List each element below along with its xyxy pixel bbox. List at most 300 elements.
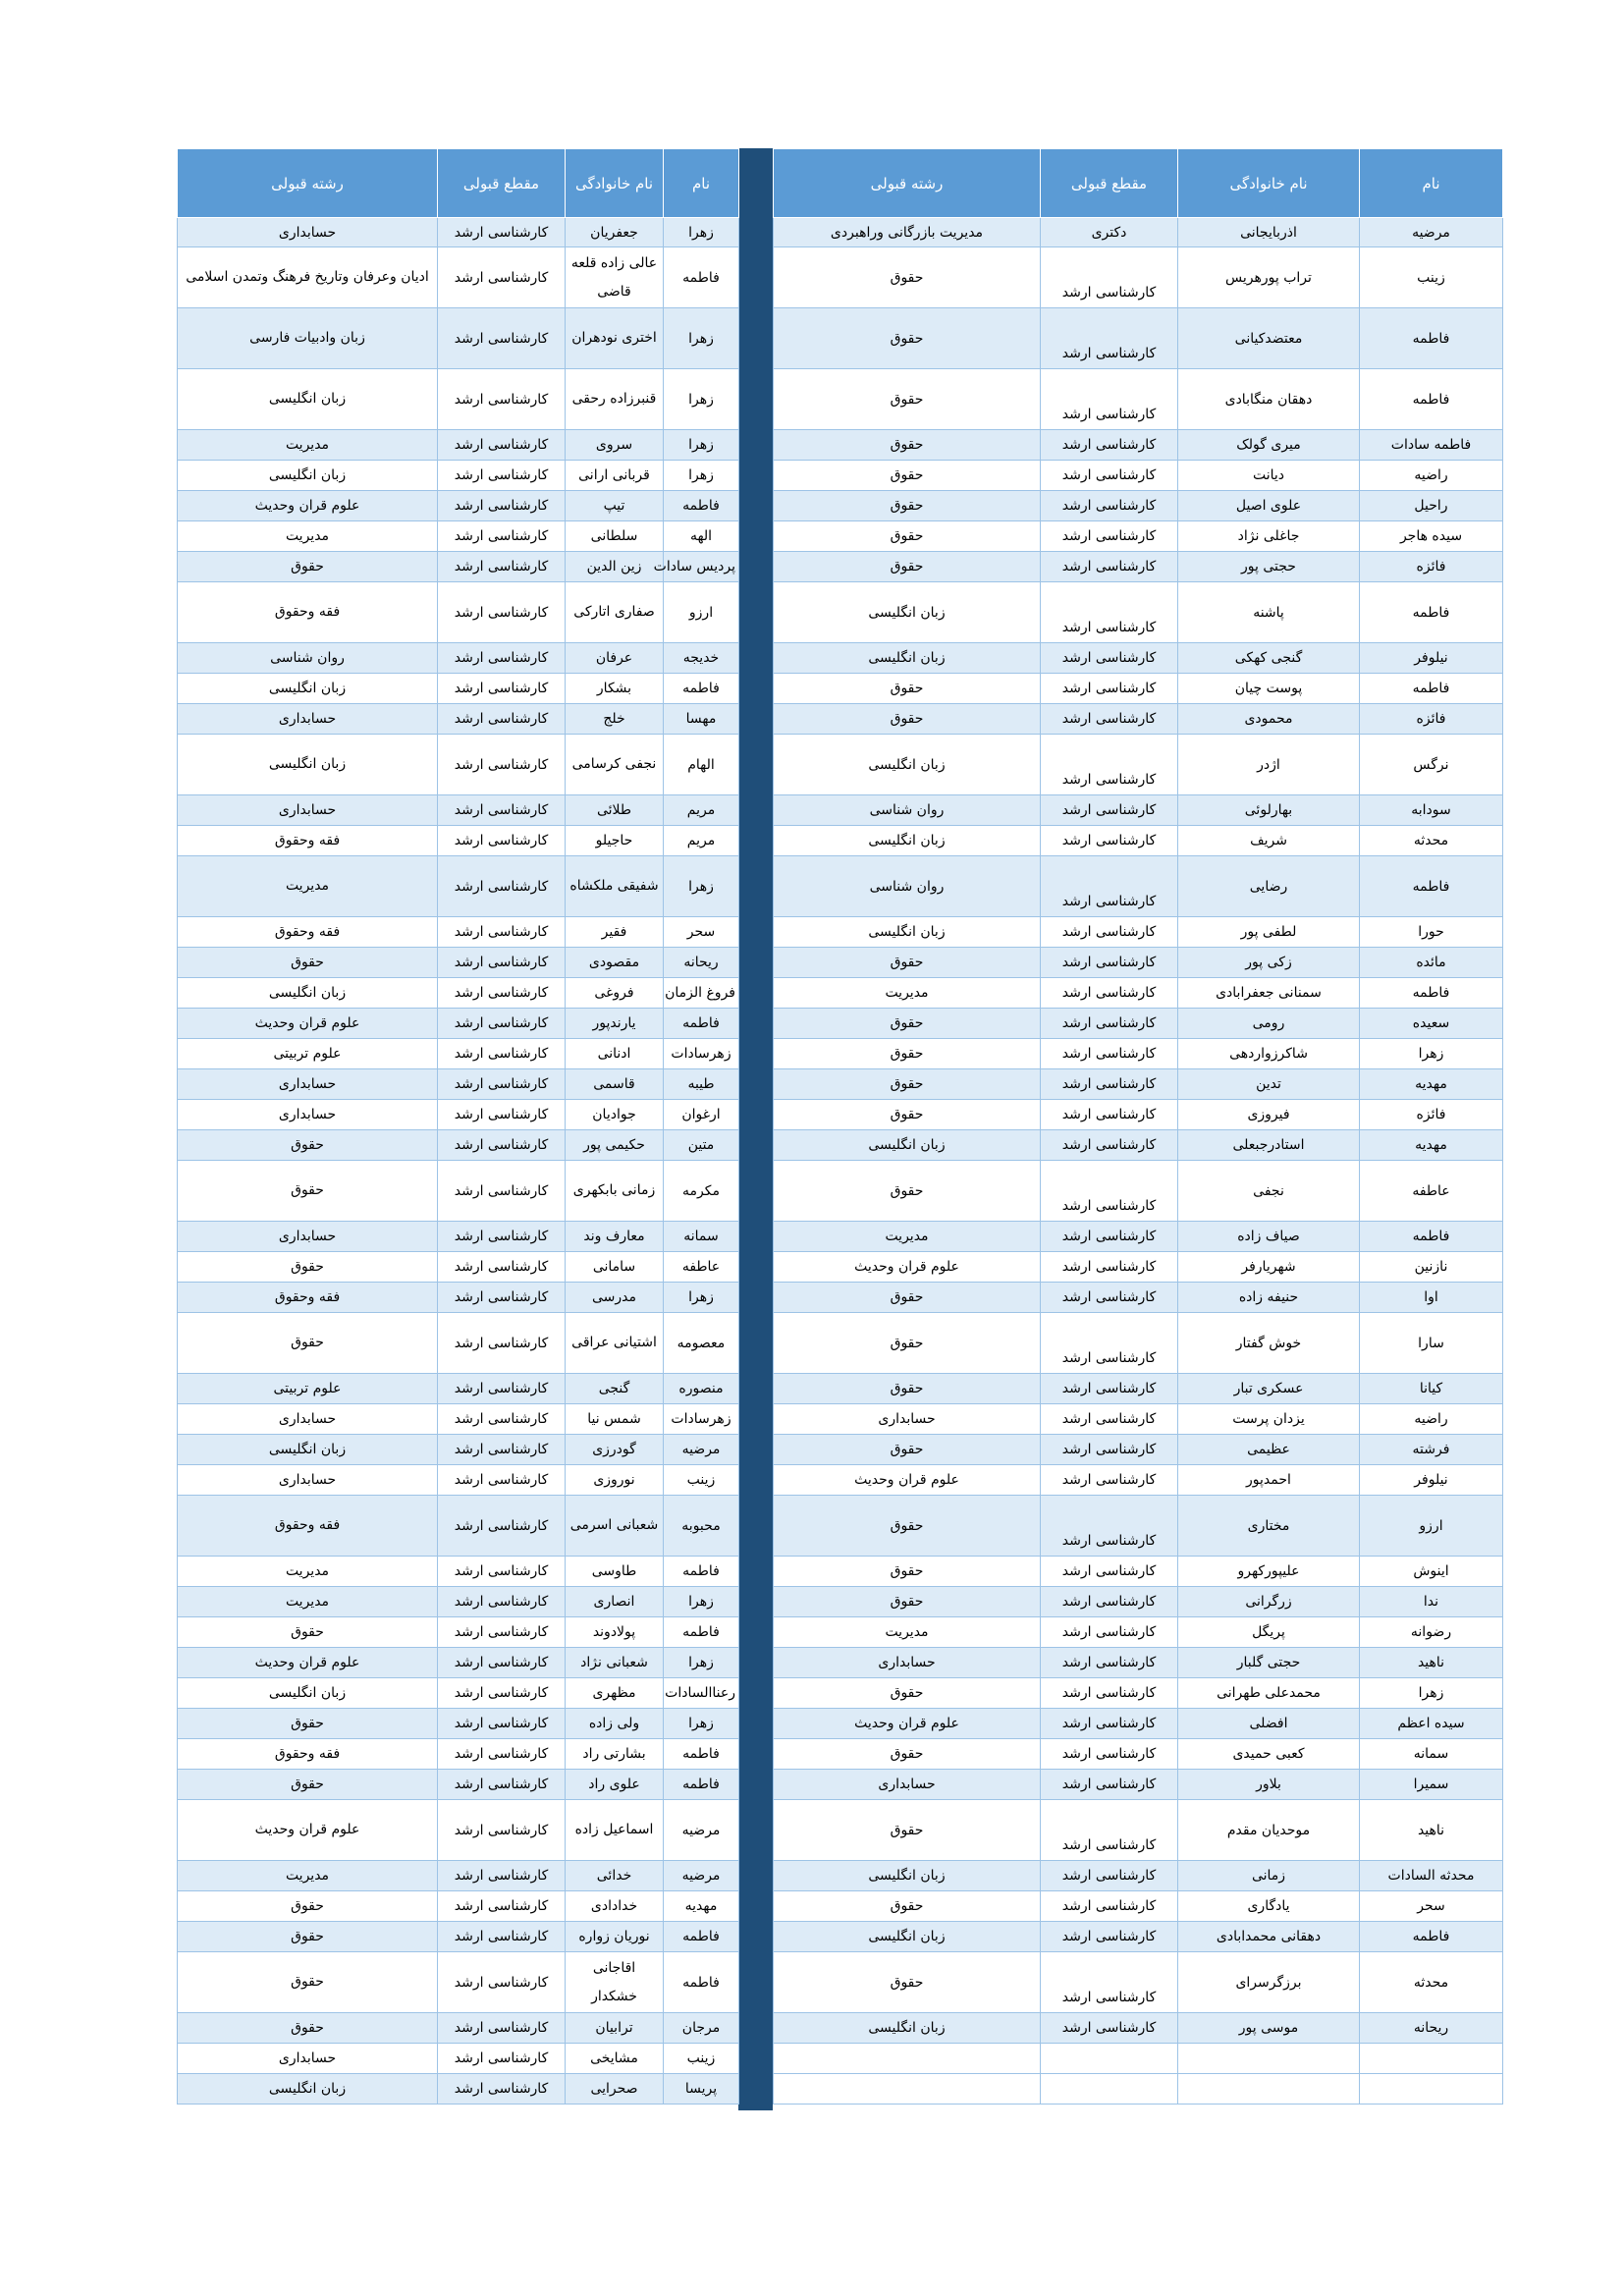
cell-degree: کارشناسی ارشد — [438, 1009, 566, 1039]
cell-name: فائزه — [1360, 1100, 1503, 1130]
cell-field: زبان انگلیسی — [774, 582, 1041, 643]
cell-family: ادنانی — [566, 1039, 664, 1069]
cell-family: دهقان منگابادی — [1178, 369, 1360, 430]
cell-name: سحر — [664, 917, 739, 948]
cell-family: پاشنه — [1178, 582, 1360, 643]
cell-field: حسابداری — [178, 1069, 438, 1100]
cell-degree: کارشناسی ارشد — [1041, 1496, 1178, 1557]
cell-field: فقه وحقوق — [178, 1283, 438, 1313]
cell-family: فقیر — [566, 917, 664, 948]
cell-family: شعبانی اسرمی — [566, 1496, 664, 1557]
cell-field: حسابداری — [774, 1404, 1041, 1435]
cell-degree: کارشناسی ارشد — [438, 1283, 566, 1313]
table-row — [178, 1039, 739, 1069]
cell-name: زهرا — [664, 1283, 739, 1313]
cell-field — [774, 2074, 1041, 2105]
table-row — [774, 643, 1503, 674]
table-row — [774, 1739, 1503, 1770]
cell-field: زبان انگلیسی — [774, 826, 1041, 856]
cell-name: نیلوفر — [1360, 1465, 1503, 1496]
cell-name: سیده اعظم — [1360, 1709, 1503, 1739]
cell-field: حسابداری — [178, 2044, 438, 2074]
cell-field: علوم تربیتی — [178, 1039, 438, 1069]
table-row — [178, 1222, 739, 1252]
cell-name: مهدیه — [664, 1891, 739, 1922]
cell-family: برزگرسرای — [1178, 1952, 1360, 2013]
cell-family: زرگرانی — [1178, 1587, 1360, 1617]
cell-degree: کارشناسی ارشد — [438, 1313, 566, 1374]
cell-field: حقوق — [178, 1313, 438, 1374]
cell-name: متین — [664, 1130, 739, 1161]
header-name: نام — [664, 149, 739, 218]
cell-name: فاطمه — [1360, 1922, 1503, 1952]
cell-field: حقوق — [774, 1313, 1041, 1374]
table-row — [178, 1009, 739, 1039]
cell-degree: کارشناسی ارشد — [438, 735, 566, 795]
cell-field: زبان انگلیسی — [178, 2074, 438, 2105]
cell-degree: کارشناسی ارشد — [1041, 1222, 1178, 1252]
cell-field: مدیریت — [774, 1222, 1041, 1252]
cell-field: حقوق — [774, 674, 1041, 704]
table-row — [178, 369, 739, 430]
cell-family: سامانی — [566, 1252, 664, 1283]
cell-degree: کارشناسی ارشد — [438, 1557, 566, 1587]
cell-family: استادرجبعلی — [1178, 1130, 1360, 1161]
table-row — [178, 582, 739, 643]
cell-degree: کارشناسی ارشد — [438, 1861, 566, 1891]
table-row — [178, 978, 739, 1009]
cell-family: فیروزی — [1178, 1100, 1360, 1130]
table-row — [774, 2013, 1503, 2044]
cell-degree: کارشناسی ارشد — [1041, 461, 1178, 491]
cell-degree: کارشناسی ارشد — [438, 643, 566, 674]
cell-degree: کارشناسی ارشد — [1041, 978, 1178, 1009]
table-row — [774, 247, 1503, 308]
cell-name: الهه — [664, 521, 739, 552]
cell-family: موحدیان مقدم — [1178, 1800, 1360, 1861]
cell-field — [774, 2044, 1041, 2074]
cell-degree: کارشناسی ارشد — [1041, 1404, 1178, 1435]
cell-name: فاطمه — [664, 247, 739, 308]
cell-name: فاطمه — [664, 491, 739, 521]
cell-degree: کارشناسی ارشد — [438, 1100, 566, 1130]
cell-family: قربانی ارانی — [566, 461, 664, 491]
cell-degree: کارشناسی ارشد — [1041, 1922, 1178, 1952]
cell-family: عظیمی — [1178, 1435, 1360, 1465]
cell-family: اشتیانی عراقی — [566, 1313, 664, 1374]
cell-name: فاطمه — [1360, 582, 1503, 643]
cell-name: فاطمه — [664, 1770, 739, 1800]
cell-family: حجتی پور — [1178, 552, 1360, 582]
cell-name — [1360, 2074, 1503, 2105]
table-row — [178, 856, 739, 917]
table-row — [178, 218, 739, 247]
cell-family: شمس نیا — [566, 1404, 664, 1435]
cell-name: زهرا — [664, 1587, 739, 1617]
table-row — [774, 1161, 1503, 1222]
cell-name: مرضیه — [664, 1800, 739, 1861]
cell-family: یارندپور — [566, 1009, 664, 1039]
table-row — [774, 521, 1503, 552]
cell-name: عاطفه — [1360, 1161, 1503, 1222]
table-row — [178, 1891, 739, 1922]
cell-family: جعفریان — [566, 218, 664, 247]
cell-degree: کارشناسی ارشد — [438, 430, 566, 461]
cell-name: اینوش — [1360, 1557, 1503, 1587]
cell-family: ترابیان — [566, 2013, 664, 2044]
cell-name: فاطمه — [1360, 308, 1503, 369]
cell-name: سودابه — [1360, 795, 1503, 826]
cell-degree: کارشناسی ارشد — [438, 1587, 566, 1617]
cell-name: الهام — [664, 735, 739, 795]
cell-name — [1360, 2044, 1503, 2074]
cell-degree: کارشناسی ارشد — [1041, 1161, 1178, 1222]
cell-degree: کارشناسی ارشد — [438, 1678, 566, 1709]
table-row — [178, 1161, 739, 1222]
cell-family: طلائی — [566, 795, 664, 826]
cell-degree: کارشناسی ارشد — [438, 461, 566, 491]
cell-degree: کارشناسی ارشد — [438, 978, 566, 1009]
table-row — [774, 461, 1503, 491]
cell-name: مهسا — [664, 704, 739, 735]
cell-family: رومی — [1178, 1009, 1360, 1039]
cell-field: علوم قران وحدیث — [178, 1009, 438, 1039]
cell-degree: کارشناسی ارشد — [1041, 430, 1178, 461]
cell-family — [1178, 2074, 1360, 2105]
cell-family: شهریارفر — [1178, 1252, 1360, 1283]
cell-degree: کارشناسی ارشد — [438, 1891, 566, 1922]
cell-family: حنیفه زاده — [1178, 1283, 1360, 1313]
table-row — [178, 1952, 739, 2013]
cell-degree: کارشناسی ارشد — [438, 826, 566, 856]
cell-field: حقوق — [178, 1252, 438, 1283]
cell-family: اختری نودهران — [566, 308, 664, 369]
header-family: نام خانوادگی — [1178, 149, 1360, 218]
cell-degree: کارشناسی ارشد — [438, 247, 566, 308]
cell-family: عرفان — [566, 643, 664, 674]
table-row — [774, 430, 1503, 461]
cell-field: فقه وحقوق — [178, 826, 438, 856]
cell-degree: کارشناسی ارشد — [1041, 491, 1178, 521]
cell-field: فقه وحقوق — [178, 582, 438, 643]
cell-field: فقه وحقوق — [178, 917, 438, 948]
cell-degree: کارشناسی ارشد — [1041, 1313, 1178, 1374]
cell-field: زبان انگلیسی — [774, 1922, 1041, 1952]
cell-degree: کارشناسی ارشد — [438, 521, 566, 552]
cell-degree: کارشناسی ارشد — [1041, 1100, 1178, 1130]
cell-degree: کارشناسی ارشد — [438, 1770, 566, 1800]
cell-family: حکیمی پور — [566, 1130, 664, 1161]
cell-name: سارا — [1360, 1313, 1503, 1374]
cell-family: میری گولک — [1178, 430, 1360, 461]
cell-degree: کارشناسی ارشد — [1041, 1952, 1178, 2013]
cell-degree: کارشناسی ارشد — [438, 2013, 566, 2044]
cell-field: زبان انگلیسی — [774, 735, 1041, 795]
table-row — [774, 1283, 1503, 1313]
cell-field: حقوق — [774, 1039, 1041, 1069]
table-row — [774, 1039, 1503, 1069]
cell-degree: کارشناسی ارشد — [438, 1922, 566, 1952]
cell-family: معارف وند — [566, 1222, 664, 1252]
cell-family: زکی پور — [1178, 948, 1360, 978]
cell-name: ارغوان — [664, 1100, 739, 1130]
cell-field: حسابداری — [774, 1648, 1041, 1678]
cell-family: بلاور — [1178, 1770, 1360, 1800]
cell-degree: کارشناسی ارشد — [1041, 704, 1178, 735]
table-row — [774, 1069, 1503, 1100]
cell-name: زهرا — [664, 461, 739, 491]
table-row — [178, 1313, 739, 1374]
cell-degree: کارشناسی ارشد — [438, 856, 566, 917]
table-row — [178, 552, 739, 582]
cell-field: حقوق — [774, 491, 1041, 521]
table-row — [774, 978, 1503, 1009]
table-row — [178, 308, 739, 369]
cell-family: تدین — [1178, 1069, 1360, 1100]
table-row — [774, 1922, 1503, 1952]
cell-family: جاغلی نژاد — [1178, 521, 1360, 552]
cell-name: ریحانه — [1360, 2013, 1503, 2044]
table-row — [178, 1252, 739, 1283]
cell-name: مریم — [664, 795, 739, 826]
cell-degree: کارشناسی ارشد — [438, 1465, 566, 1496]
cell-family: پولادوند — [566, 1617, 664, 1648]
cell-name: ریحانه — [664, 948, 739, 978]
cell-name: ندا — [1360, 1587, 1503, 1617]
table-row — [178, 1709, 739, 1739]
cell-degree: کارشناسی ارشد — [1041, 1709, 1178, 1739]
cell-name: زینب — [1360, 247, 1503, 308]
cell-degree: کارشناسی ارشد — [1041, 826, 1178, 856]
cell-field: زبان انگلیسی — [774, 917, 1041, 948]
cell-name: سیده هاجر — [1360, 521, 1503, 552]
cell-field: فقه وحقوق — [178, 1496, 438, 1557]
cell-degree: کارشناسی ارشد — [438, 308, 566, 369]
cell-field: حقوق — [774, 1800, 1041, 1861]
cell-family: جوادیان — [566, 1100, 664, 1130]
cell-degree: کارشناسی ارشد — [438, 369, 566, 430]
cell-family: علیپورکهرو — [1178, 1557, 1360, 1587]
cell-degree: کارشناسی ارشد — [438, 1374, 566, 1404]
table-row — [178, 1739, 739, 1770]
table-row — [774, 1252, 1503, 1283]
cell-field: حقوق — [774, 247, 1041, 308]
table-row — [774, 2044, 1503, 2074]
cell-field: حقوق — [774, 521, 1041, 552]
cell-family: نوروزی — [566, 1465, 664, 1496]
cell-degree: کارشناسی ارشد — [1041, 1678, 1178, 1709]
cell-name: زینب — [664, 1465, 739, 1496]
cell-name: سحر — [1360, 1891, 1503, 1922]
cell-name: زهرا — [664, 430, 739, 461]
cell-name: زهرا — [664, 1648, 739, 1678]
cell-degree: کارشناسی ارشد — [1041, 1557, 1178, 1587]
table-row — [774, 582, 1503, 643]
cell-name: کیانا — [1360, 1374, 1503, 1404]
cell-degree: کارشناسی ارشد — [1041, 247, 1178, 308]
cell-degree: کارشناسی ارشد — [1041, 582, 1178, 643]
cell-name: زهرا — [664, 1709, 739, 1739]
cell-field: حقوق — [178, 2013, 438, 2044]
cell-name: ناهید — [1360, 1800, 1503, 1861]
table-row — [178, 735, 739, 795]
cell-name: مهدیه — [1360, 1130, 1503, 1161]
cell-name: نیلوفر — [1360, 643, 1503, 674]
cell-degree: کارشناسی ارشد — [438, 552, 566, 582]
cell-field: مدیریت — [774, 978, 1041, 1009]
cell-family: اسماعیل زاده — [566, 1800, 664, 1861]
cell-field: حقوق — [774, 552, 1041, 582]
table-row — [178, 1861, 739, 1891]
cell-family: یزدان پرست — [1178, 1404, 1360, 1435]
cell-name: سمانه — [664, 1222, 739, 1252]
cell-field: زبان انگلیسی — [178, 735, 438, 795]
cell-field: علوم قران وحدیث — [774, 1709, 1041, 1739]
cell-family: خلج — [566, 704, 664, 735]
cell-name: زینب — [664, 2044, 739, 2074]
cell-degree: کارشناسی ارشد — [1041, 856, 1178, 917]
cell-family — [1178, 2044, 1360, 2074]
cell-name: راحیل — [1360, 491, 1503, 521]
cell-name: پریسا — [664, 2074, 739, 2105]
cell-family: طاوسی — [566, 1557, 664, 1587]
cell-family: ولی زاده — [566, 1709, 664, 1739]
cell-name: زهرا — [1360, 1678, 1503, 1709]
cell-degree: کارشناسی ارشد — [1041, 1283, 1178, 1313]
accepted-students-table-right — [773, 148, 1503, 2105]
cell-family: حاجیلو — [566, 826, 664, 856]
cell-degree: کارشناسی ارشد — [438, 1739, 566, 1770]
cell-name: فاطمه — [664, 1739, 739, 1770]
cell-field: روان شناسی — [774, 795, 1041, 826]
table-row — [774, 1891, 1503, 1922]
table-row — [774, 1709, 1503, 1739]
cell-family: گنجی کهکی — [1178, 643, 1360, 674]
cell-degree: کارشناسی ارشد — [438, 948, 566, 978]
cell-family: علوی راد — [566, 1770, 664, 1800]
cell-field: حقوق — [774, 1009, 1041, 1039]
table-row — [774, 2074, 1503, 2105]
cell-degree: کارشناسی ارشد — [438, 1069, 566, 1100]
cell-name: طیبه — [664, 1069, 739, 1100]
cell-family: زین الدین — [566, 552, 664, 582]
cell-name: فاطمه — [1360, 978, 1503, 1009]
cell-field: زبان انگلیسی — [178, 369, 438, 430]
cell-family: کعبی حمیدی — [1178, 1739, 1360, 1770]
table-row — [178, 1617, 739, 1648]
cell-degree: کارشناسی ارشد — [438, 1648, 566, 1678]
cell-field: مدیریت — [774, 1617, 1041, 1648]
cell-degree: کارشناسی ارشد — [1041, 948, 1178, 978]
cell-family: بشکار — [566, 674, 664, 704]
cell-degree: کارشناسی ارشد — [438, 795, 566, 826]
column-divider — [738, 148, 773, 2110]
cell-field: مدیریت بازرگانی وراهبردی — [774, 218, 1041, 247]
cell-family: سلطانی — [566, 521, 664, 552]
cell-field: حقوق — [774, 704, 1041, 735]
cell-degree — [1041, 2044, 1178, 2074]
cell-degree: کارشناسی ارشد — [438, 1496, 566, 1557]
table-row — [178, 430, 739, 461]
cell-name: محدثه — [1360, 1952, 1503, 2013]
table-row — [178, 1496, 739, 1557]
cell-degree: کارشناسی ارشد — [438, 1222, 566, 1252]
table-row — [774, 1587, 1503, 1617]
cell-field: حقوق — [774, 461, 1041, 491]
cell-field: علوم قران وحدیث — [774, 1252, 1041, 1283]
table-row — [774, 308, 1503, 369]
cell-family: پریگل — [1178, 1617, 1360, 1648]
cell-name: مائده — [1360, 948, 1503, 978]
table-row — [178, 1100, 739, 1130]
cell-name: ناهید — [1360, 1648, 1503, 1678]
cell-degree: کارشناسی ارشد — [1041, 1770, 1178, 1800]
cell-degree: کارشناسی ارشد — [1041, 521, 1178, 552]
cell-field: مدیریت — [178, 856, 438, 917]
cell-field: حقوق — [774, 1739, 1041, 1770]
header-name: نام — [1360, 149, 1503, 218]
cell-field: علوم قران وحدیث — [774, 1465, 1041, 1496]
cell-field: زبان انگلیسی — [178, 461, 438, 491]
cell-degree: کارشناسی ارشد — [438, 491, 566, 521]
cell-degree: کارشناسی ارشد — [438, 582, 566, 643]
cell-field: مدیریت — [178, 1587, 438, 1617]
cell-field: حسابداری — [774, 1770, 1041, 1800]
cell-family: افضلی — [1178, 1709, 1360, 1739]
cell-degree: کارشناسی ارشد — [438, 704, 566, 735]
cell-field: زبان انگلیسی — [178, 1435, 438, 1465]
cell-family: سروی — [566, 430, 664, 461]
cell-field: زبان انگلیسی — [178, 978, 438, 1009]
cell-field: مدیریت — [178, 1557, 438, 1587]
table-row — [774, 1100, 1503, 1130]
table-row — [178, 917, 739, 948]
cell-name: فائزه — [1360, 704, 1503, 735]
cell-degree: کارشناسی ارشد — [1041, 1465, 1178, 1496]
table-row — [178, 461, 739, 491]
cell-family: دیانت — [1178, 461, 1360, 491]
table-row — [774, 369, 1503, 430]
cell-name: فروغ الزمان — [664, 978, 739, 1009]
cell-family: مظهری — [566, 1678, 664, 1709]
table-row — [178, 643, 739, 674]
cell-family: زمانی — [1178, 1861, 1360, 1891]
header-family: نام خانوادگی — [566, 149, 664, 218]
cell-field: حقوق — [774, 308, 1041, 369]
cell-degree: کارشناسی ارشد — [1041, 1374, 1178, 1404]
table-row — [178, 2013, 739, 2044]
table-row — [774, 795, 1503, 826]
cell-degree: کارشناسی ارشد — [1041, 1648, 1178, 1678]
cell-family: نوریان زواره — [566, 1922, 664, 1952]
cell-name: نازنین — [1360, 1252, 1503, 1283]
table-row — [178, 948, 739, 978]
cell-family: خوش گفتار — [1178, 1313, 1360, 1374]
cell-field: مدیریت — [178, 1861, 438, 1891]
table-row — [774, 1648, 1503, 1678]
cell-family: اذربایجانی — [1178, 218, 1360, 247]
table-row — [178, 795, 739, 826]
cell-field: حقوق — [774, 1161, 1041, 1222]
table-row — [774, 218, 1503, 247]
header-field: رشته قبولی — [774, 149, 1041, 218]
cell-degree: کارشناسی ارشد — [1041, 369, 1178, 430]
cell-name: راضیه — [1360, 461, 1503, 491]
cell-family: شفیقی ملکشاه — [566, 856, 664, 917]
cell-field: حقوق — [178, 1891, 438, 1922]
cell-degree: کارشناسی ارشد — [1041, 643, 1178, 674]
cell-degree: کارشناسی ارشد — [438, 1617, 566, 1648]
